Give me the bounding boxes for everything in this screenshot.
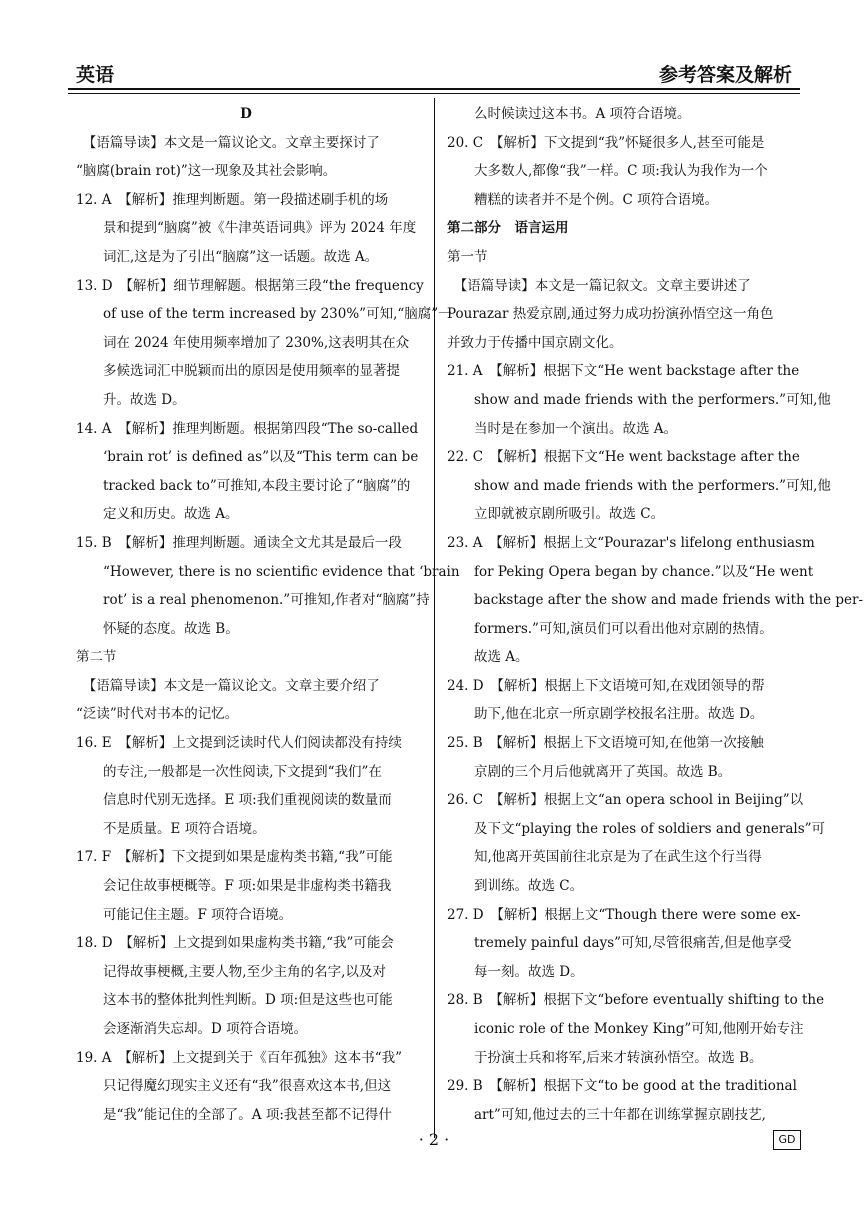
text-line: “泛读”时代对书本的记忆。 [76,706,239,723]
text-line: 【语篇导读】本文是一篇议论文。文章主要探讨了 [76,134,380,151]
page-number: · 2 · [418,1130,450,1149]
text-line: 第二部分 语言运用 [447,220,569,237]
text-line: 【语篇导读】本文是一篇记叙文。文章主要讲述了 [447,277,751,294]
text-line: 19. A 【解析】上文提到关于《百年孤独》这本书“我” [76,1049,403,1066]
text-line: 可能记住主题。F 项符合语境。 [76,906,293,923]
text-line: 会逐渐消失忘却。D 项符合语境。 [76,1021,308,1037]
text-line: iconic role of the Monkey King”可知,他刚开始专注 [447,1021,804,1037]
text-line: 大多数人,都像“我”一样。C 项:我认为我作为一个 [447,163,768,180]
text-line: show and made friends with the performers.”可知,他 [447,391,831,408]
text-line: 京剧的三个月后他就离开了英国。故选 B。 [447,763,732,780]
text-line: 故选 A。 [447,649,529,666]
text-line: 29. B 【解析】根据下文“to be good at the traditional [447,1078,797,1095]
text-line: 升。故选 D。 [76,391,186,408]
text-line: 及下文“playing the roles of soldiers and generals”可 [447,820,826,837]
text-line: 记得故事梗概,主要人物,至少主角的名字,以及对 [76,963,386,980]
text-line: 26. C 【解析】根据上文“an opera school in Beijing”以 [447,792,804,809]
text-line: “However, there is no scientific evidence that ‘brain [76,563,460,580]
text-line: tracked back to”可推知,本段主要讨论了“脑腐”的 [76,477,411,494]
text-line: 15. B 【解析】推理判断题。通读全文尤其是最后一段 [76,534,402,551]
text-line: 16. E 【解析】上文提到泛读时代人们阅读都没有持续 [76,735,402,752]
text-line: 每一刻。故选 D。 [447,963,584,980]
column-divider [434,98,435,1138]
text-line: 18. D 【解析】上文提到如果虚构类书籍,“我”可能会 [76,935,394,952]
text-line: 24. D 【解析】根据上下文语境可知,在戏团领导的帮 [447,677,765,694]
text-line: 会记住故事梗概等。F 项:如果是非虚构类书籍我 [76,878,392,895]
text-line: 13. D 【解析】细节理解题。根据第三段“the frequency [76,277,424,294]
text-line: 22. C 【解析】根据下文“He went backstage after the [447,449,800,466]
header-rule-thin [68,93,800,94]
text-line: 怀疑的态度。故选 B。 [76,620,239,637]
text-line: ‘brain rot’ is defined as”以及“This term can be [76,449,419,466]
text-line: 14. A 【解析】推理判断题。根据第四段“The so-called [76,420,419,437]
text-line: 多候选词汇中脱颖而出的原因是使用频率的显著提 [76,363,400,380]
text-line: 27. D 【解析】根据上文“Though there were some ex- [447,906,801,923]
header-rule [68,88,800,90]
text-line: 17. F 【解析】下文提到如果是虚构类书籍,“我”可能 [76,849,393,866]
text-line: Pourazar 热爱京剧,通过努力成功扮演孙悟空这一角色 [447,306,774,323]
text-line: 的专注,一般都是一次性阅读,下文提到“我们”在 [76,763,382,780]
text-line: 【语篇导读】本文是一篇议论文。文章主要介绍了 [76,677,380,694]
text-line: 到训练。故选 C。 [447,878,584,895]
text-line: 糟糕的读者并不是个例。C 项符合语境。 [447,191,719,208]
text-line: 于扮演士兵和将军,后来才转演孙悟空。故选 B。 [447,1049,763,1066]
text-line: show and made friends with the performers.”可知,他 [447,477,831,494]
text-line: backstage after the show and made friends with the per- [447,592,864,609]
text-line: 知,他离开英国前往北京是为了在武生这个行当得 [447,849,762,866]
text-line: 词汇,这是为了引出“脑腐”这一话题。故选 A。 [76,248,379,265]
text-line: 助下,他在北京一所京剧学校报名注册。故选 D。 [447,706,764,723]
text-line: 词在 2024 年使用频率增加了 230%,这表明其在众 [76,334,410,351]
text-line: “脑腐(brain rot)”这一现象及其社会影响。 [76,163,337,180]
left-column [76,100,460,1129]
right-column [447,100,864,1129]
text-line: 21. A 【解析】根据下文“He went backstage after the [447,363,800,380]
page-header [68,52,800,88]
text-line: 是“我”能记住的全部了。A 项:我甚至都不记得什 [76,1106,392,1123]
text-line: 12. A 【解析】推理判断题。第一段描述刷手机的场 [76,191,389,208]
text-line: tremely painful days”可知,尽管很痛苦,但是他享受 [447,935,792,952]
text-line: 信息时代别无选择。E 项:我们重视阅读的数量而 [76,792,392,809]
text-line: 第二节 [76,649,117,666]
text-line: formers.”可知,演员们可以看出他对京剧的热情。 [447,620,773,637]
text-line: 20. C 【解析】下文提到“我”怀疑很多人,甚至可能是 [447,134,765,151]
text-line: 28. B 【解析】根据下文“before eventually shifting to the [447,992,825,1009]
text-line: 不是质量。E 项符合语境。 [76,820,266,837]
text-line: 这本书的整体批判性判断。D 项:但是这些也可能 [76,992,393,1009]
text-line: 25. B 【解析】根据上下文语境可知,在他第一次接触 [447,735,764,752]
text-line: of use of the term increased by 230%”可知,“脑腐”一 [76,306,452,323]
text-line: 23. A 【解析】根据上文“Pourazar's lifelong enthusiasm [447,534,815,551]
text-line: 并致力于传播中国京剧文化。 [447,334,623,351]
subject-label: 英语 [76,64,115,86]
text-line: 景和提到“脑腐”被《牛津英语词典》评为 2024 年度 [76,220,417,237]
text-line: for Peking Opera began by chance.”以及“He went [447,563,814,580]
text-line: rot’ is a real phenomenon.”可推知,作者对“脑腐”持 [76,592,430,609]
text-line: 只记得魔幻现实主义还有“我”很喜欢这本书,但这 [76,1078,392,1095]
region-badge: GD [773,1130,801,1150]
text-line: D [240,106,252,122]
text-line: art”可知,他过去的三十年都在训练掌握京剧技艺, [447,1106,766,1123]
text-line: 定义和历史。故选 A。 [76,506,239,523]
text-line: 立即就被京剧所吸引。故选 C。 [447,506,665,523]
text-line: 么时候读过这本书。A 项符合语境。 [447,106,691,122]
header-title: 参考答案及解析 [658,64,792,86]
text-line: 第一节 [447,248,488,265]
text-line: 当时是在参加一个演出。故选 A。 [447,420,678,437]
